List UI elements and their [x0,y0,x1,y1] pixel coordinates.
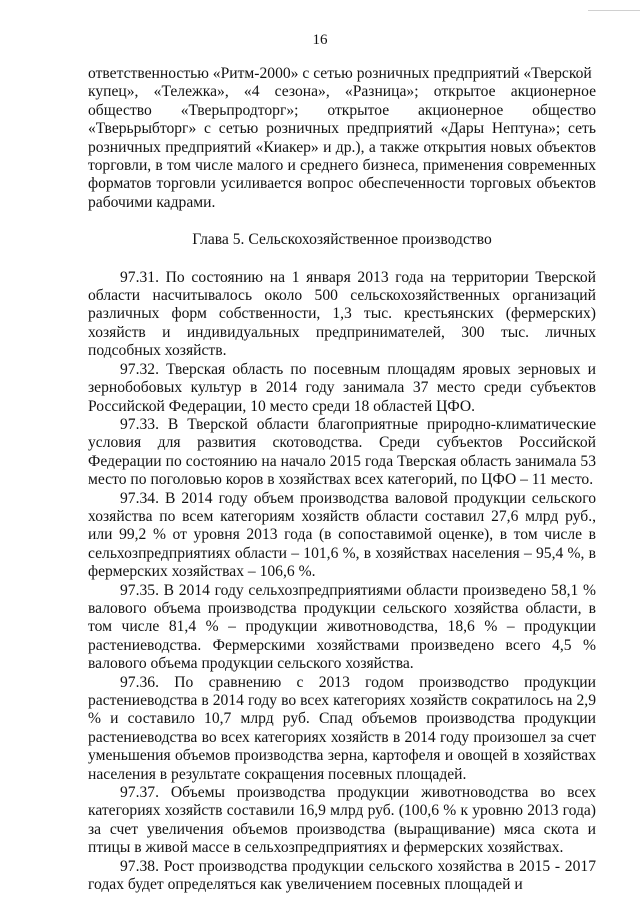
scan-edge-mark [588,0,640,11]
paragraph-97-37: 97.37. Объемы производства продукции животноводства во всех категориях хозяйств составили 16,9 млрд руб. (100,6 % к уровню 2013 года) за счет увеличения объемов производства (выращивание) мяса скота и птицы в живой массе в сельхозпредприятиях и фермерских хозяйствах. [88,784,596,857]
document-body [88,65,596,894]
page-number: 16 [312,32,328,48]
paragraph-97-32: 97.32. Тверская область по посевным площадям яровых зерновых и зернобобовых культур в 2014 году занимала 37 место среди субъектов Российской Федерации, 10 место среди 18 областей ЦФО. [88,360,596,415]
paragraph-97-33: 97.33. В Тверской области благоприятные природно-климатические условия для развития скотоводства. Среди субъектов Российской Федерации по состоянию на начало 2015 года Тверская область занимала 53 место по поголовью коров в хозяйствах всех категорий, по ЦФО – 11 место. [88,415,596,489]
paragraph-97-34: 97.34. В 2014 году объем производства валовой продукции сельского хозяйства по всем категориям хозяйств области составил 27,6 млрд руб., или 99,2 % от уровня 2013 года (в сопоставимой оценке), в том числе в сельхозпредприятиях области – 101,6 %, в хозяйствах населения – 95,4 %, в фермерских хозяйствах – 106,6 %. [88,489,596,581]
intro-paragraph [88,65,596,212]
paragraph-97-36: 97.36. По сравнению с 2013 годом производство продукции растениеводства в 2014 году во всех категориях хозяйств сократилось на 2,9 % и составило 10,7 млрд руб. Спад объемов производства продукции растениеводства во всех категориях хозяйств в 2014 году произошел за счет уменьшения объемов производства зерна, картофеля и овощей в хозяйствах населения в результате сокращения посевных площадей. [88,673,596,783]
paragraph-97-31: 97.31. По состоянию на 1 января 2013 года на территории Тверской области насчитывалось около 500 сельскохозяйственных организаций различных форм собственности, 1,3 тыс. крестьянских (фермерских) хозяйств и индивидуальных предпринимателей, 300 тыс. личных подсобных хозяйств. [88,268,596,360]
chapter-title: Глава 5. Сельскохозяйственное производство [192,231,492,249]
intro-paragraph-line1: ответственностью «Ритм-2000» с сетью розничных предприятий «Тверской [88,65,592,82]
paragraph-97-38: 97.38. Рост производства продукции сельского хозяйства в 2015 - 2017 годах будет определяться как увеличением посевных площадей и [88,857,596,894]
paragraph-97-35: 97.35. В 2014 году сельхозпредприятиями области произведено 58,1 % валового объема производства продукции сельского хозяйства области, в том числе 81,4 % – продукции животноводства, 18,6 % – продукции растениеводства. Фермерскими хозяйствами произведено всего 4,5 % валового объема продукции сельского хозяйства. [88,581,596,673]
intro-paragraph-rest: купец», «Тележка», «4 сезона», «Разница»; открытое акционерное общество «Тверьпродторг»; открытое акционерное общество «Тверьрыбторг» с сетью розничных предприятий «Дары Нептуна»; сеть розничных предприятий «Киакер» и др.), а также открытия новых объектов торговли, в том числе малого и среднего бизнеса, применения современных форматов торговли усиливается вопрос обеспеченности торговых объектов рабочими кадрами. [88,83,596,211]
